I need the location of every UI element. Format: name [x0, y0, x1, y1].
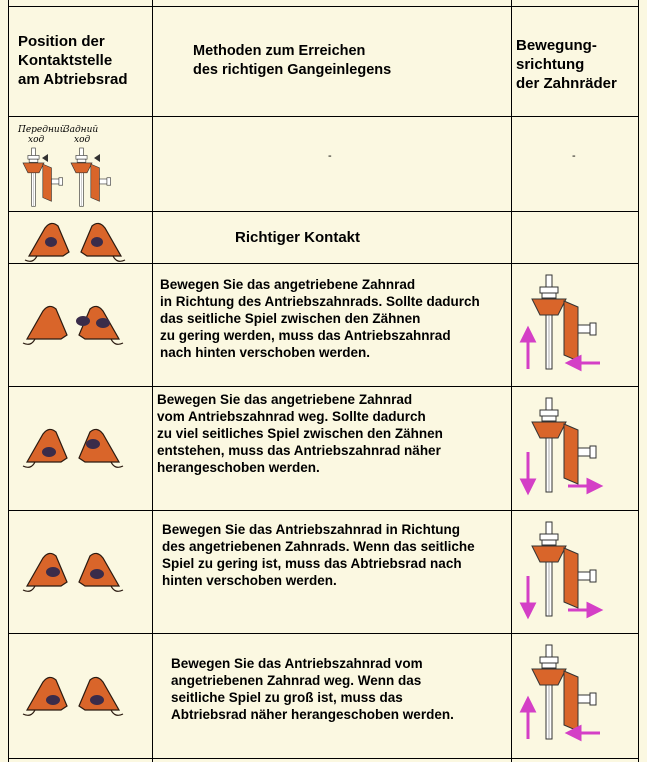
row-divider [8, 211, 639, 212]
forward-gear-icon [23, 148, 63, 206]
gear-contact-pattern-icon [18, 546, 128, 598]
table-border-right [638, 0, 639, 762]
gear-direction-icon [516, 392, 606, 502]
table-divider-2 [511, 0, 512, 762]
table-border-left [8, 0, 9, 762]
arrow-up-icon [522, 699, 534, 739]
row-divider [8, 386, 639, 387]
arrow-up-icon [522, 329, 534, 369]
correct-contact-gear-icon [20, 216, 130, 262]
row-divider [8, 758, 639, 759]
method-description: Bewegen Sie das angetriebene Zahnrad in Richtung des Antriebszahnrads. Sollte dadurch das seitliche Spiel zwischen den Zähnen zu gering werden, muss das Antriebszahnrad nach hinten verschoben werden. [160, 277, 480, 360]
table-divider-1 [152, 0, 153, 762]
correct-contact-label: Richtiger Kontakt [235, 229, 361, 246]
method-description: Bewegen Sie das Antriebszahnrad vom angetriebenen Zahnrad weg. Wenn das seitliche Spiel zu groß ist, muss das Abtriebsrad näher herangeschoben werden. [171, 656, 454, 722]
arrow-down-icon [522, 452, 534, 492]
row-divider [8, 6, 639, 7]
row-divider [8, 116, 639, 117]
header-contact-position: Position der Kontaktstelle am Abtriebsrad [18, 33, 128, 88]
forward-label: Передний ход [18, 125, 66, 145]
reverse-gear-icon [71, 148, 111, 206]
method-description: Bewegen Sie das Antriebszahnrad in Richtung des angetriebenen Zahnrads. Wenn das seitliche Spiel zu gering ist, muss das Abtriebsrad nach hinten verschoben werden. [162, 522, 475, 588]
header-methods: Methoden zum Erreichen des richtigen Gangeinlegens [193, 43, 392, 78]
header-direction: Bewegung- srichtung der Zahnräder [516, 37, 617, 92]
method-description: Bewegen Sie das angetriebene Zahnrad vom Antriebszahnrad weg. Sollte dadurch zu viel seitliches Spiel zwischen den Zähnen entstehen, muss das Antriebszahnrad näher herangeschoben werden. [157, 392, 443, 475]
gear-contact-pattern-icon [18, 299, 128, 351]
gear-contact-pattern-icon [18, 670, 128, 722]
direction-empty-mark: - [572, 150, 576, 162]
methods-empty-mark: - [328, 150, 332, 162]
gear-direction-icon [516, 639, 606, 749]
reverse-label: Задний ход [64, 125, 99, 145]
gear-direction-icon [516, 269, 606, 379]
gear-contact-pattern-icon [18, 422, 128, 474]
forward-reverse-diagram [14, 120, 114, 210]
gear-direction-icon [516, 516, 606, 626]
row-divider [8, 263, 639, 264]
row-divider [8, 510, 639, 511]
row-divider [8, 633, 639, 634]
arrow-down-icon [522, 576, 534, 616]
